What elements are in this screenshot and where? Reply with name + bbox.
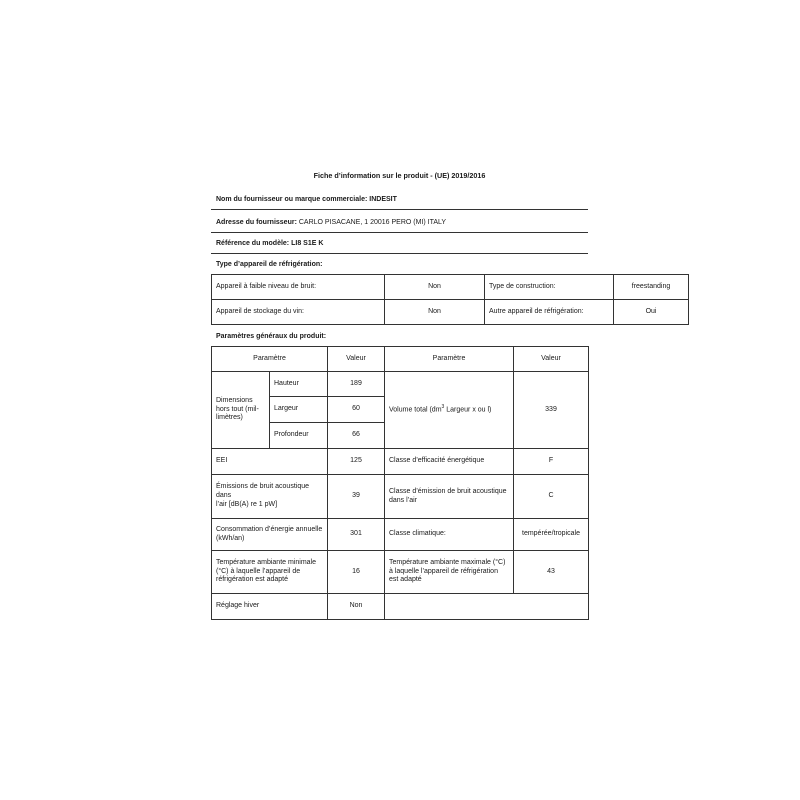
eei-label: EEI bbox=[212, 449, 328, 475]
supplier-label: Nom du fournisseur ou marque commerciale: bbox=[216, 196, 368, 203]
type-param: Appareil à faible niveau de bruit: bbox=[212, 275, 385, 300]
params-heading: Paramètres généraux du produit: bbox=[216, 333, 327, 340]
noise-label-line2: dans bbox=[216, 492, 232, 500]
climate-class-label: Classe climatique: bbox=[385, 519, 514, 551]
type-param: Appareil de stockage du vin: bbox=[212, 300, 385, 325]
dimension-name: Largeur bbox=[270, 397, 328, 423]
type-param: Autre appareil de réfrigération: bbox=[485, 300, 614, 325]
winter-row bbox=[212, 594, 589, 620]
type-value: Oui bbox=[614, 300, 689, 325]
model-label: Référence du modèle: bbox=[216, 240, 290, 247]
temperature-row bbox=[212, 551, 589, 594]
min-temp-value: 16 bbox=[328, 551, 385, 594]
dimension-value: 66 bbox=[328, 423, 385, 449]
dimension-value: 189 bbox=[328, 372, 385, 397]
energy-label: Consommation d’énergie annuelle (kWh/an) bbox=[212, 519, 328, 551]
type-value: Non bbox=[385, 275, 485, 300]
winter-label: Réglage hiver bbox=[212, 594, 328, 620]
supplier-value: INDESIT bbox=[369, 196, 397, 203]
energy-class-label: Classe d’efficacité énergétique bbox=[385, 449, 514, 475]
noise-value: 39 bbox=[328, 475, 385, 519]
noise-label-line1: Émissions de bruit acoustique bbox=[216, 483, 309, 491]
noise-label bbox=[212, 475, 328, 519]
type-heading: Type d’appareil de réfrigération: bbox=[216, 261, 323, 268]
type-table bbox=[211, 274, 689, 325]
max-temp-label: Température ambiante maximale (°C) à laquelle l’appareil de réfrigération est adapté bbox=[385, 551, 514, 594]
noise-label-line3: l’air [dB(A) re 1 pW] bbox=[216, 500, 278, 508]
eei-value: 125 bbox=[328, 449, 385, 475]
header-parameter: Paramètre bbox=[212, 347, 328, 372]
volume-label-post: Largeur x ou l) bbox=[444, 406, 492, 414]
params-heading-row bbox=[211, 325, 588, 346]
dimension-name: Hauteur bbox=[270, 372, 328, 397]
type-value: Non bbox=[385, 300, 485, 325]
address-value: CARLO PISACANE, 1 20016 PERO (MI) ITALY bbox=[298, 219, 447, 226]
type-heading-row bbox=[211, 253, 588, 274]
params-table bbox=[211, 346, 589, 620]
noise-row bbox=[212, 475, 589, 519]
eei-row bbox=[212, 449, 589, 475]
header-parameter: Paramètre bbox=[385, 347, 514, 372]
winter-value: Non bbox=[328, 594, 385, 620]
header-value: Valeur bbox=[514, 347, 589, 372]
type-row bbox=[212, 275, 689, 300]
supplier-row bbox=[211, 186, 588, 210]
address-label: Adresse du fournisseur: bbox=[216, 219, 297, 226]
type-param: Type de construction: bbox=[485, 275, 614, 300]
type-value: freestanding bbox=[614, 275, 689, 300]
document-title: Fiche d’information sur le produit - (UE) 2019/2016 bbox=[313, 171, 486, 180]
header-value: Valeur bbox=[328, 347, 385, 372]
climate-class-value: tempérée/tropicale bbox=[514, 519, 589, 551]
energy-class-value: F bbox=[514, 449, 589, 475]
volume-label-pre: Volume total (dm bbox=[389, 406, 442, 414]
dimension-name: Profondeur bbox=[270, 423, 328, 449]
type-row bbox=[212, 300, 689, 325]
energy-value: 301 bbox=[328, 519, 385, 551]
dimension-row bbox=[212, 372, 589, 397]
params-header-row bbox=[212, 347, 589, 372]
address-row bbox=[211, 209, 588, 233]
volume-label bbox=[385, 372, 514, 449]
model-row bbox=[211, 232, 588, 254]
dimension-value: 60 bbox=[328, 397, 385, 423]
noise-class-value: C bbox=[514, 475, 589, 519]
volume-label-sup: 3 bbox=[441, 404, 445, 411]
dimensions-label: Dimensions hors tout (mil-limètres) bbox=[212, 372, 270, 449]
empty-cell bbox=[385, 594, 589, 620]
volume-value: 339 bbox=[514, 372, 589, 449]
max-temp-value: 43 bbox=[514, 551, 589, 594]
model-value: LI8 S1E K bbox=[291, 240, 324, 247]
noise-class-label: Classe d’émission de bruit acoustique dans l’air bbox=[385, 475, 514, 519]
energy-row bbox=[212, 519, 589, 551]
min-temp-label: Température ambiante minimale (°C) à laquelle l’appareil de réfrigération est adapté bbox=[212, 551, 328, 594]
